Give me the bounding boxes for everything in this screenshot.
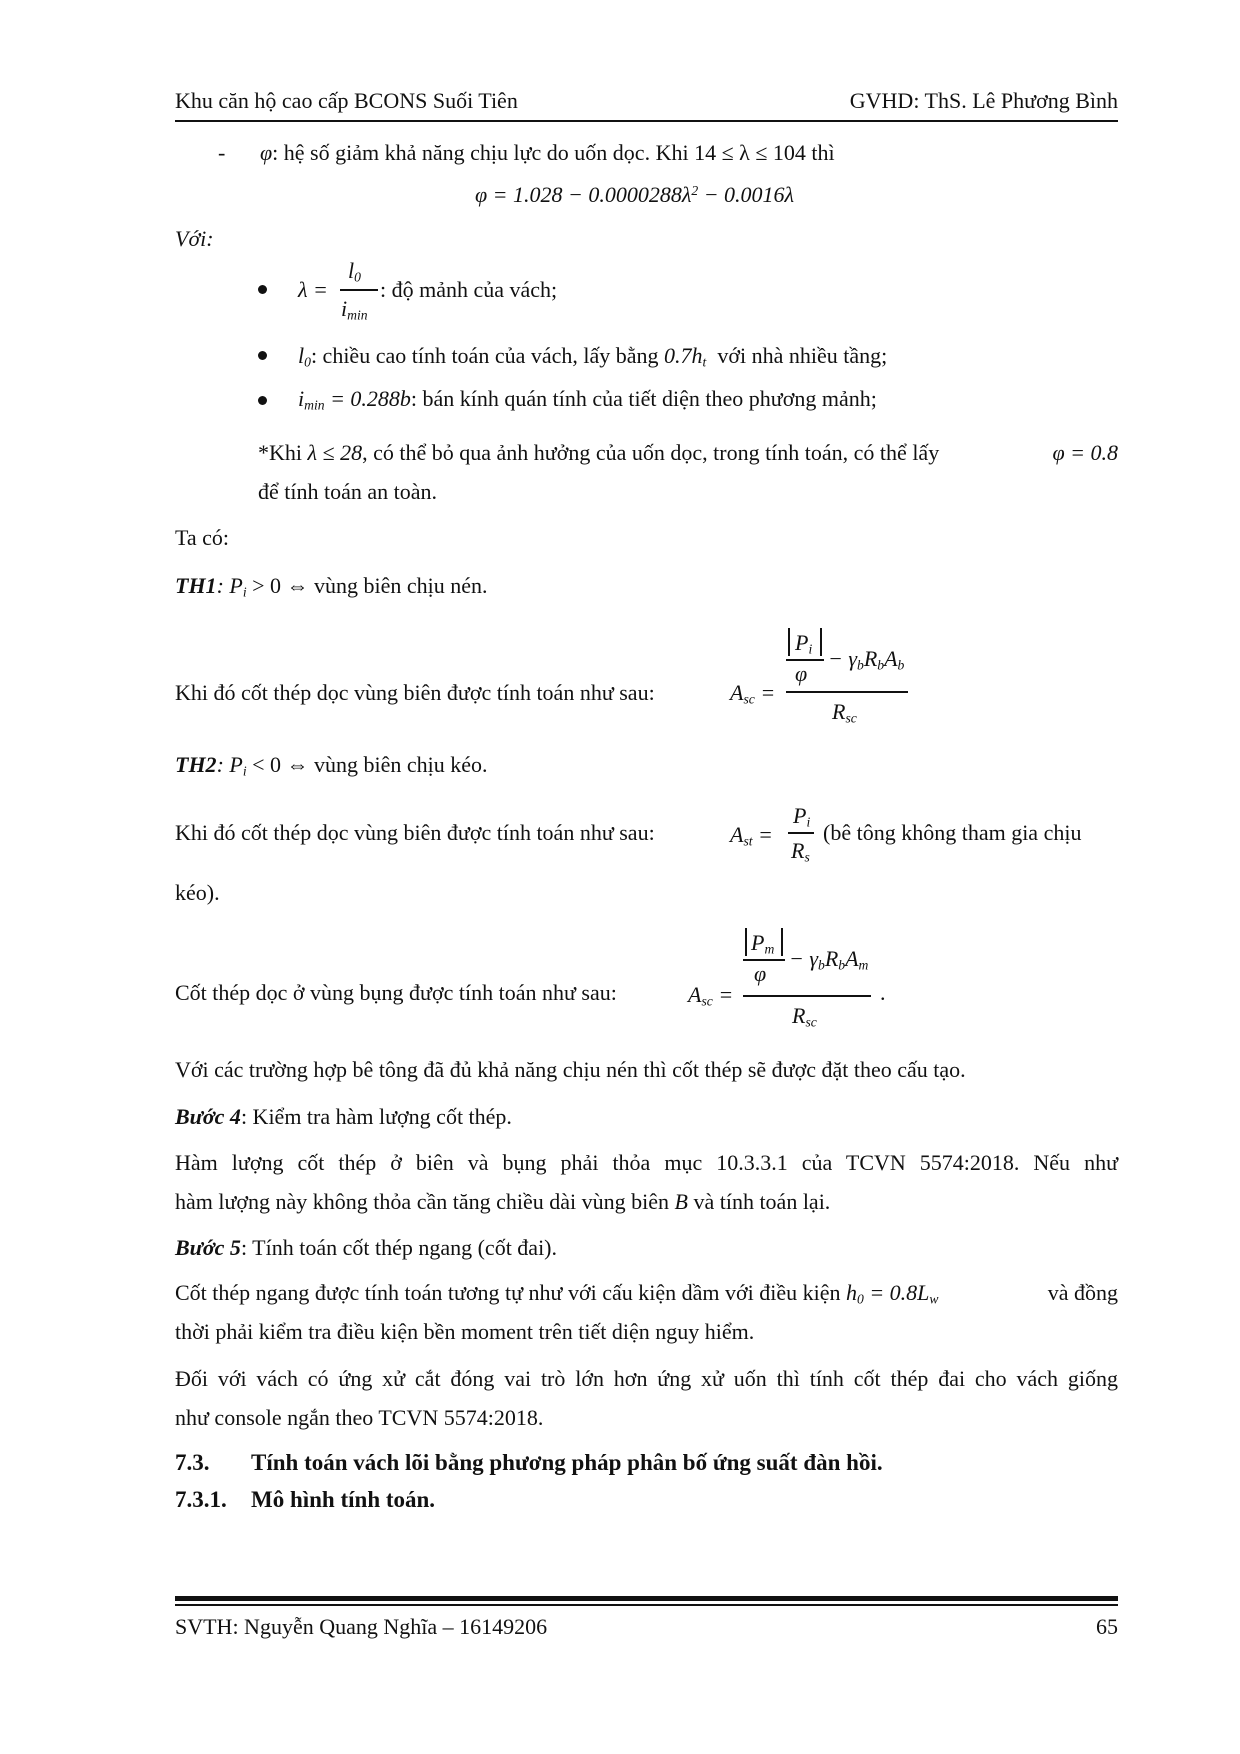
th2-khi: Khi đó cốt thép dọc vùng biên được tính toán như sau:	[175, 820, 655, 845]
doivoi-line-2: như console ngắn theo TCVN 5574:2018.	[175, 1405, 544, 1430]
ngang-line-2: thời phải kiểm tra điều kiện bền moment trên tiết diện nguy hiểm.	[175, 1319, 755, 1344]
th2-denominator: $R_s$	[791, 838, 810, 865]
footer-left: SVTH: Nguyễn Quang Nghĩa – 16149206	[175, 1614, 548, 1639]
doivoi-line-1: Đối với vách có ứng xử cắt đóng vai trò lớn hơn ứng xử uốn thì tính cốt thép đai cho vách giống	[175, 1366, 1118, 1391]
th2-ast: $A_{st}$ =	[730, 822, 773, 849]
bullet	[258, 285, 267, 294]
header-rule	[175, 120, 1118, 122]
cau-tao: Với các trường hợp bê tông đã đủ khả năng chịu nén thì cốt thép sẽ được đặt theo cấu tạo.	[175, 1057, 966, 1082]
abs-bar-left	[745, 928, 747, 956]
th1-khi: Khi đó cốt thép dọc vùng biên được tính toán như sau:	[175, 680, 655, 705]
bung-gamma-term: − $\gamma_bR_bA_m$	[789, 946, 869, 973]
note-line-2: để tính toán an toàn.	[258, 479, 438, 504]
hamluong-line-2: hàm lượng này không thỏa cần tăng chiều dài vùng biên B và tính toán lại.	[175, 1189, 831, 1214]
bung-main-fraction-bar	[743, 995, 871, 997]
bullet	[258, 396, 267, 405]
lambda-desc: : độ mảnh của vách;	[380, 277, 558, 302]
section-7-3-1-number: 7.3.1.	[175, 1487, 227, 1512]
phi-definition: φ: hệ số giảm khả năng chịu lực do uốn dọc. Khi 14 ≤ λ ≤ 104 thì	[260, 140, 835, 165]
bung-asc: $A_{sc}$ =	[688, 982, 734, 1009]
th1-gamma-term: − $\gamma_bR_bA_b$	[828, 646, 905, 673]
footer-rule-thick	[175, 1596, 1118, 1601]
footer-rule-thin	[175, 1604, 1118, 1606]
abs-bar-right	[781, 928, 783, 956]
abs-bar-right	[820, 628, 822, 656]
th2-tail-2: kéo).	[175, 880, 220, 905]
section-7-3-1-title: Mô hình tính toán.	[251, 1487, 436, 1512]
header-left: Khu căn hộ cao cấp BCONS Suối Tiên	[175, 88, 518, 113]
bung-abs-Pm: $P_m$	[751, 930, 775, 957]
buoc-4: Bước 4: Kiểm tra hàm lượng cốt thép.	[175, 1104, 512, 1129]
l0-definition: $l_0$: chiều cao tính toán của vách, lấy bằng $0.7h_t$ với nhà nhiều tầng;	[298, 343, 888, 370]
lambda-lhs: λ =	[298, 277, 328, 302]
phi-formula: $\varphi = 1.028 - 0.0000288\lambda^2 - 0.0016\lambda$	[475, 182, 795, 207]
buoc-5: Bước 5: Tính toán cốt thép ngang (cốt đai).	[175, 1235, 558, 1260]
bung-Rsc: $R_{sc}$	[792, 1003, 817, 1030]
bung-text: Cốt thép dọc ở vùng bụng được tính toán như sau:	[175, 980, 617, 1005]
th1-phi-den: φ	[795, 661, 808, 686]
th1-abs-P: $P_i$	[795, 630, 813, 657]
section-7-3-title: Tính toán vách lõi bằng phương pháp phân bố ứng suất đàn hồi.	[251, 1450, 883, 1475]
th2-numerator: $P_i$	[793, 803, 811, 830]
th1-line: TH1: $P_i > 0$ ⇔ vùng biên chịu nén.	[175, 573, 488, 600]
hamluong-line-1: Hàm lượng cốt thép ở biên và bụng phải thỏa mục 10.3.3.1 của TCVN 5574:2018. Nếu như	[175, 1150, 1118, 1175]
th1-main-fraction-bar	[786, 691, 908, 693]
th2-line: TH2: $P_i < 0$ ⇔ vùng biên chịu kéo.	[175, 752, 488, 779]
bung-dot: .	[880, 980, 886, 1005]
imin-definition: $i_{min} = 0.288b$: bán kính quán tính của tiết diện theo phương mảnh;	[298, 386, 877, 413]
bung-phi-den: φ	[754, 961, 767, 986]
th2-tail: (bê tông không tham gia chịu	[823, 820, 1082, 845]
lambda-denominator: $i_{min}$	[341, 296, 368, 323]
note-line-1: *Khi λ ≤ 28, có thể bỏ qua ảnh hưởng của uốn dọc, trong tính toán, có thể lấy φ = 0.8	[258, 440, 1118, 465]
header-right: GVHD: ThS. Lê Phương Bình	[849, 88, 1118, 113]
th1-Rsc: $R_{sc}$	[832, 699, 857, 726]
abs-bar-left	[788, 628, 790, 656]
lambda-fraction-bar	[340, 289, 378, 291]
section-7-3-number: 7.3.	[175, 1450, 210, 1475]
ta-co: Ta có:	[175, 525, 230, 550]
bullet	[258, 351, 267, 360]
lambda-numerator: $l_0$	[348, 258, 361, 285]
voi-label: Với:	[175, 226, 214, 251]
ngang-line-1: Cốt thép ngang được tính toán tương tự như với cấu kiện dầm với điều kiện $h_0 = 0.8L_w$ và đồng	[175, 1280, 1118, 1307]
dash-marker: -	[218, 140, 226, 165]
page-number: 65	[1096, 1614, 1118, 1639]
th1-asc: $A_{sc}$ =	[730, 680, 776, 707]
th2-fraction-bar	[788, 832, 814, 834]
